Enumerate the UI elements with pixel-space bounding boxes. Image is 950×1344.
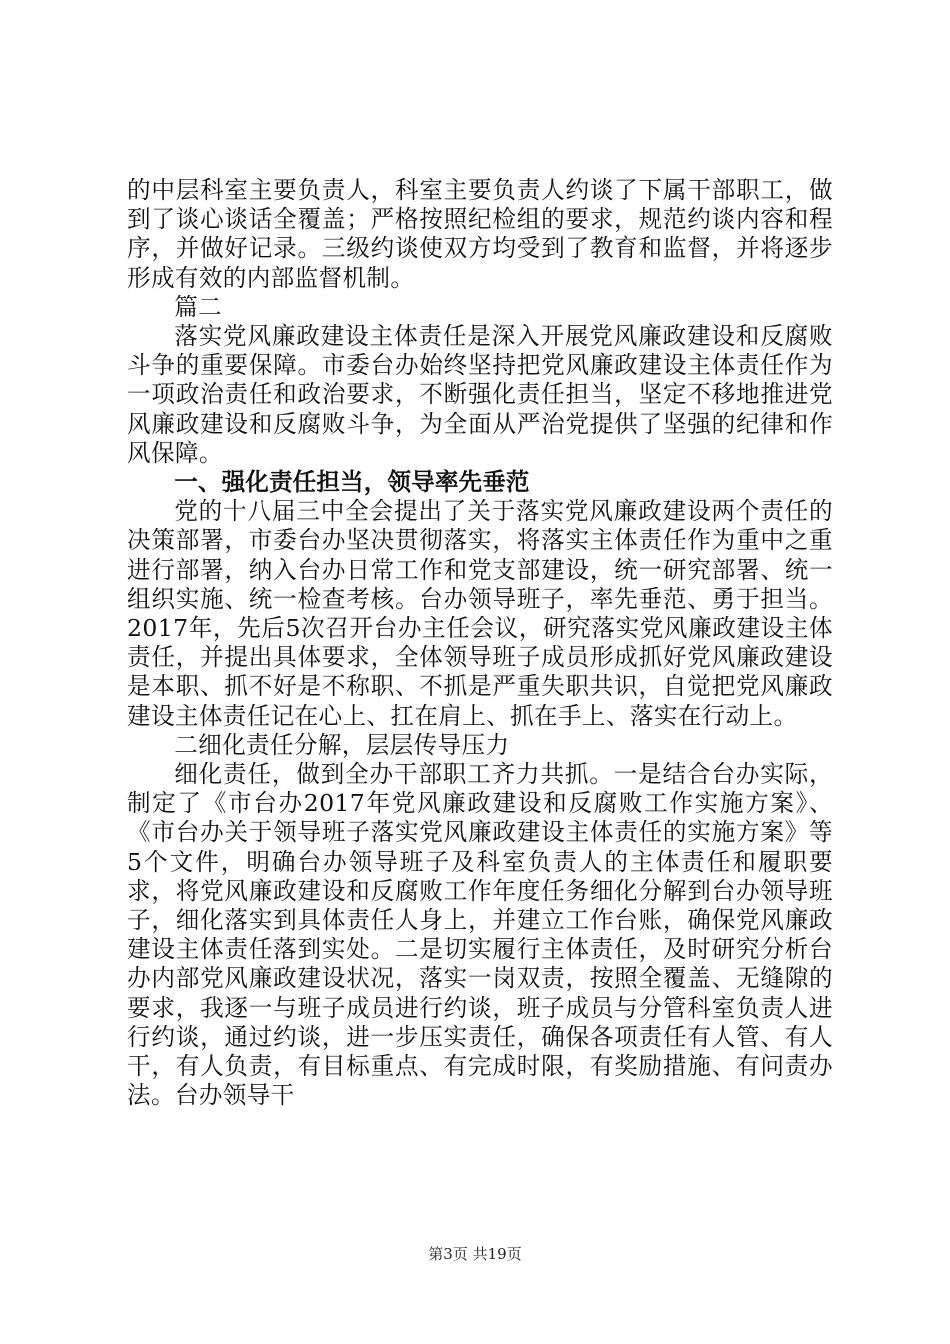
page-number-footer: 第3页 共19页 [428,1245,522,1263]
paragraph-section-two-body: 细化责任，做到全办干部职工齐力共抓。一是结合台办实际，制定了《市台办2017年党风廉政建设和反腐败工作实施方案》、《市台办关于领导班子落实党风廉政建设主体责任的实施方案》等5个文件，明确台办领导班子及科室负责人的主体责任和履职要求，将党风廉政建设和反腐败工作年度任务细化分解到台办领导班子，细化落实到具体责任人身上，并建立工作台账，确保党风廉政建设主体责任落到实处。二是切实履行主体责任，及时研究分析台办内部党风廉政建设状况，落实一岗双责，按照全覆盖、无缝隙的要求，我逐一与班子成员进行约谈，班子成员与分管科室负责人进行约谈，通过约谈，进一步压实责任，确保各项责任有人管、有人干，有人负责，有目标重点、有完成时限，有奖励措施、有问责办法。台办领导干 [127,760,833,1110]
heading-section-two: 二细化责任分解，层层传导压力 [174,730,510,759]
heading-section-one: 一、强化责任担当，领导率先垂范 [174,468,530,497]
document-body [127,176,833,1111]
paragraph-continuation: 的中层科室主要负责人，科室主要负责人约谈了下属干部职工，做到了谈心谈话全覆盖；严格按照纪检组的要求，规范约谈内容和程序，并做好记录。三级约谈使双方均受到了教育和监督，并将逐步形成有效的内部监督机制。 [127,176,833,292]
section-label-pian-er: 篇二 [174,292,223,321]
paragraph-intro: 落实党风廉政建设主体责任是深入开展党风廉政建设和反腐败斗争的重要保障。市委台办始终坚持把党风廉政建设主体责任作为一项政治责任和政治要求，不断强化责任担当，坚定不移地推进党风廉政建设和反腐败斗争，为全面从严治党提供了坚强的纪律和作风保障。 [127,322,833,467]
paragraph-section-one-body: 党的十八届三中全会提出了关于落实党风廉政建设两个责任的决策部署，市委台办坚决贯彻落实，将落实主体责任作为重中之重进行部署，纳入台办日常工作和党支部建设，统一研究部署、统一组织实施、统一检查考核。台办领导班子，率先垂范、勇于担当。2017年，先后5次召开台办主任会议，研究落实党风廉政建设主体责任，并提出具体要求，全体领导班子成员形成抓好党风廉政建设是本职、抓不好是不称职、不抓是严重失职共识，自觉把党风廉政建设主体责任记在心上、扛在肩上、抓在手上、落实在行动上。 [127,497,833,730]
